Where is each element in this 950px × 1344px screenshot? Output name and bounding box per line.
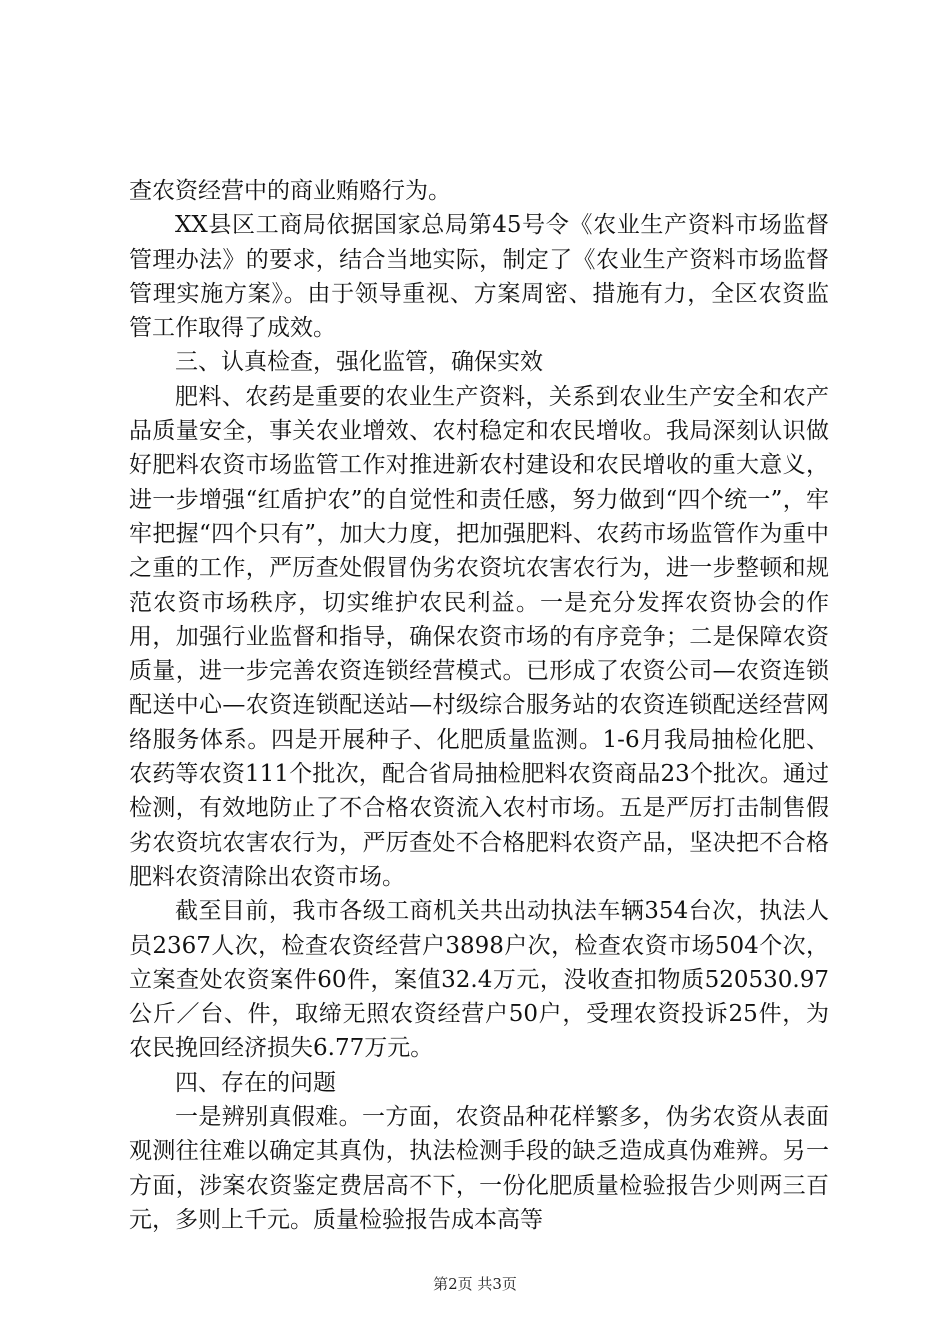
paragraph-continuation: 查农资经营中的商业贿赂行为。 — [129, 178, 451, 204]
paragraph-statistics: 截至目前，我市各级工商机关共出动执法车辆354台次，执法人员2367人次，检查农资经营户3898户次，检查农资市场504个次，立案查处农资案件60件，案值32.4万元，没收查扣物质520530.97公斤／台、件，取缔无照农资经营户50户，受理农资投诉25件，为农民挽回经济损失6.77万元。 — [129, 898, 829, 1062]
paragraph-supervision: 肥料、农药是重要的农业生产资料，关系到农业生产安全和农产品质量安全，事关农业增效、农村稳定和农民增收。我局深刻认识做好肥料农资市场监管工作对推进新农村建设和农民增收的重大意义，进一步增强“红盾护农”的自觉性和责任感，努力做到“四个统一”，牢牢把握“四个只有”，加大力度，把加强肥料、农药市场监管作为重中之重的工作，严厉查处假冒伪劣农资坑农害农行为，进一步整顿和规范农资市场秩序，切实维护农民利益。一是充分发挥农资协会的作用，加强行业监督和指导，确保农资市场的有序竞争；二是保障农资质量，进一步完善农资连锁经营模式。已形成了农资公司—农资连锁配送中心—农资连锁配送站—村级综合服务站的农资连锁配送经营网络服务体系。四是开展种子、化肥质量监测。1-6月我局抽检化肥、农药等农资111个批次，配合省局抽检肥料农资商品23个批次。通过检测，有效地防止了不合格农资流入农村市场。五是严厉打击制售假劣农资坑农害农行为，严厉查处不合格肥料农资产品，坚决把不合格肥料农资清除出农资市场。 — [129, 383, 829, 890]
section-heading-3: 三、认真检查，强化监管，确保实效 — [175, 349, 543, 376]
section-heading-4: 四、存在的问题 — [175, 1069, 336, 1096]
paragraph-regulation: XX县区工商局依据国家总局第45号令《农业生产资料市场监督管理办法》的要求，结合当地实际，制定了《农业生产资料市场监督管理实施方案》。由于领导重视、方案周密、措施有力，全区农资监管工作取得了成效。 — [129, 212, 829, 342]
paragraph-problems: 一是辨别真假难。一方面，农资品种花样繁多，伪劣农资从表面观测往往难以确定其真伪，执法检测手段的缺乏造成真伪难辨。另一方面，涉案农资鉴定费居高不下，一份化肥质量检验报告少则两三百元，多则上千元。质量检验报告成本高等 — [129, 1104, 829, 1233]
page-footer: 第2页 共3页 — [433, 1275, 517, 1293]
document-body — [129, 174, 829, 1237]
